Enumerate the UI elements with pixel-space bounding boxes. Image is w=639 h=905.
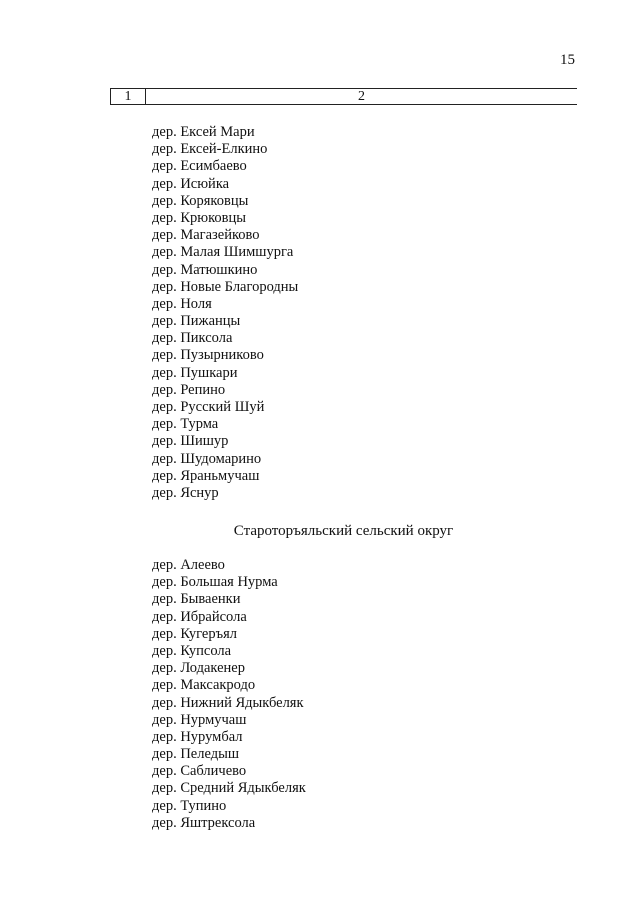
- item-name: дер. Коряковцы: [152, 192, 249, 209]
- item-name: дер. Лодакенер: [152, 660, 245, 677]
- item-name: дер. Средний Ядыкбеляк: [152, 780, 306, 797]
- item-name: дер. Бываенки: [152, 591, 241, 608]
- item-name: дер. Русский Шуй: [152, 399, 265, 415]
- table-header: [110, 88, 577, 105]
- item-name: дер. Пижанцы: [152, 313, 241, 330]
- item-name: дер. Ноля: [152, 295, 212, 312]
- item-name: дер. Нижний Ядыкбеляк: [152, 694, 304, 711]
- item-name: дер. Нурмучаш: [152, 711, 247, 728]
- item-name: дер. Магазейково: [152, 227, 260, 244]
- item-name: дер. Репино: [152, 381, 226, 398]
- item-name: дер. Алеево: [152, 557, 225, 573]
- item-name: дер. Ексей Мари: [152, 124, 255, 140]
- item-name: дер. Сабличево: [152, 763, 247, 780]
- item-name: дер. Нурумбал: [152, 728, 243, 745]
- item-name: дер. Яштрексола: [152, 814, 256, 831]
- item-name: дер. Новые Благородны: [152, 278, 299, 295]
- item-name: дер. Максакродо: [152, 677, 256, 694]
- column-header-2: 2: [358, 89, 365, 104]
- item-name: дер. Малая Шимшурга: [152, 244, 294, 261]
- item-name: дер. Ибрайсола: [152, 608, 247, 625]
- item-name: дер. Пиксола: [152, 330, 233, 347]
- item-name: дер. Шишур: [152, 433, 229, 450]
- item-name: дер. Пушкари: [152, 364, 238, 381]
- item-name: дер. Ексей-Елкино: [152, 141, 268, 158]
- item-name: дер. Большая Нурма: [152, 574, 278, 591]
- item-name: дер. Шудомарино: [152, 450, 262, 467]
- item-name: дер. Матюшкино: [152, 261, 258, 278]
- item-name: дер. Исюйка: [152, 175, 230, 192]
- item-name: дер. Яраньмучаш: [152, 467, 260, 484]
- item-name: дер. Крюковцы: [152, 209, 246, 226]
- page-number: 15: [560, 52, 575, 68]
- column-header-1: 1: [111, 89, 146, 104]
- section-title: Староторъяльский сельский округ: [233, 523, 454, 539]
- item-name: дер. Купсола: [152, 642, 232, 659]
- item-name: дер. Есимбаево: [152, 158, 247, 175]
- item-name: дер. Пеледыш: [152, 746, 239, 763]
- item-name: дер. Кугеръял: [152, 625, 237, 642]
- item-name: дер. Яснур: [152, 484, 219, 501]
- item-name: дер. Пузырниково: [152, 347, 264, 364]
- item-name: дер. Тупино: [152, 797, 227, 814]
- item-name: дер. Турма: [152, 416, 219, 433]
